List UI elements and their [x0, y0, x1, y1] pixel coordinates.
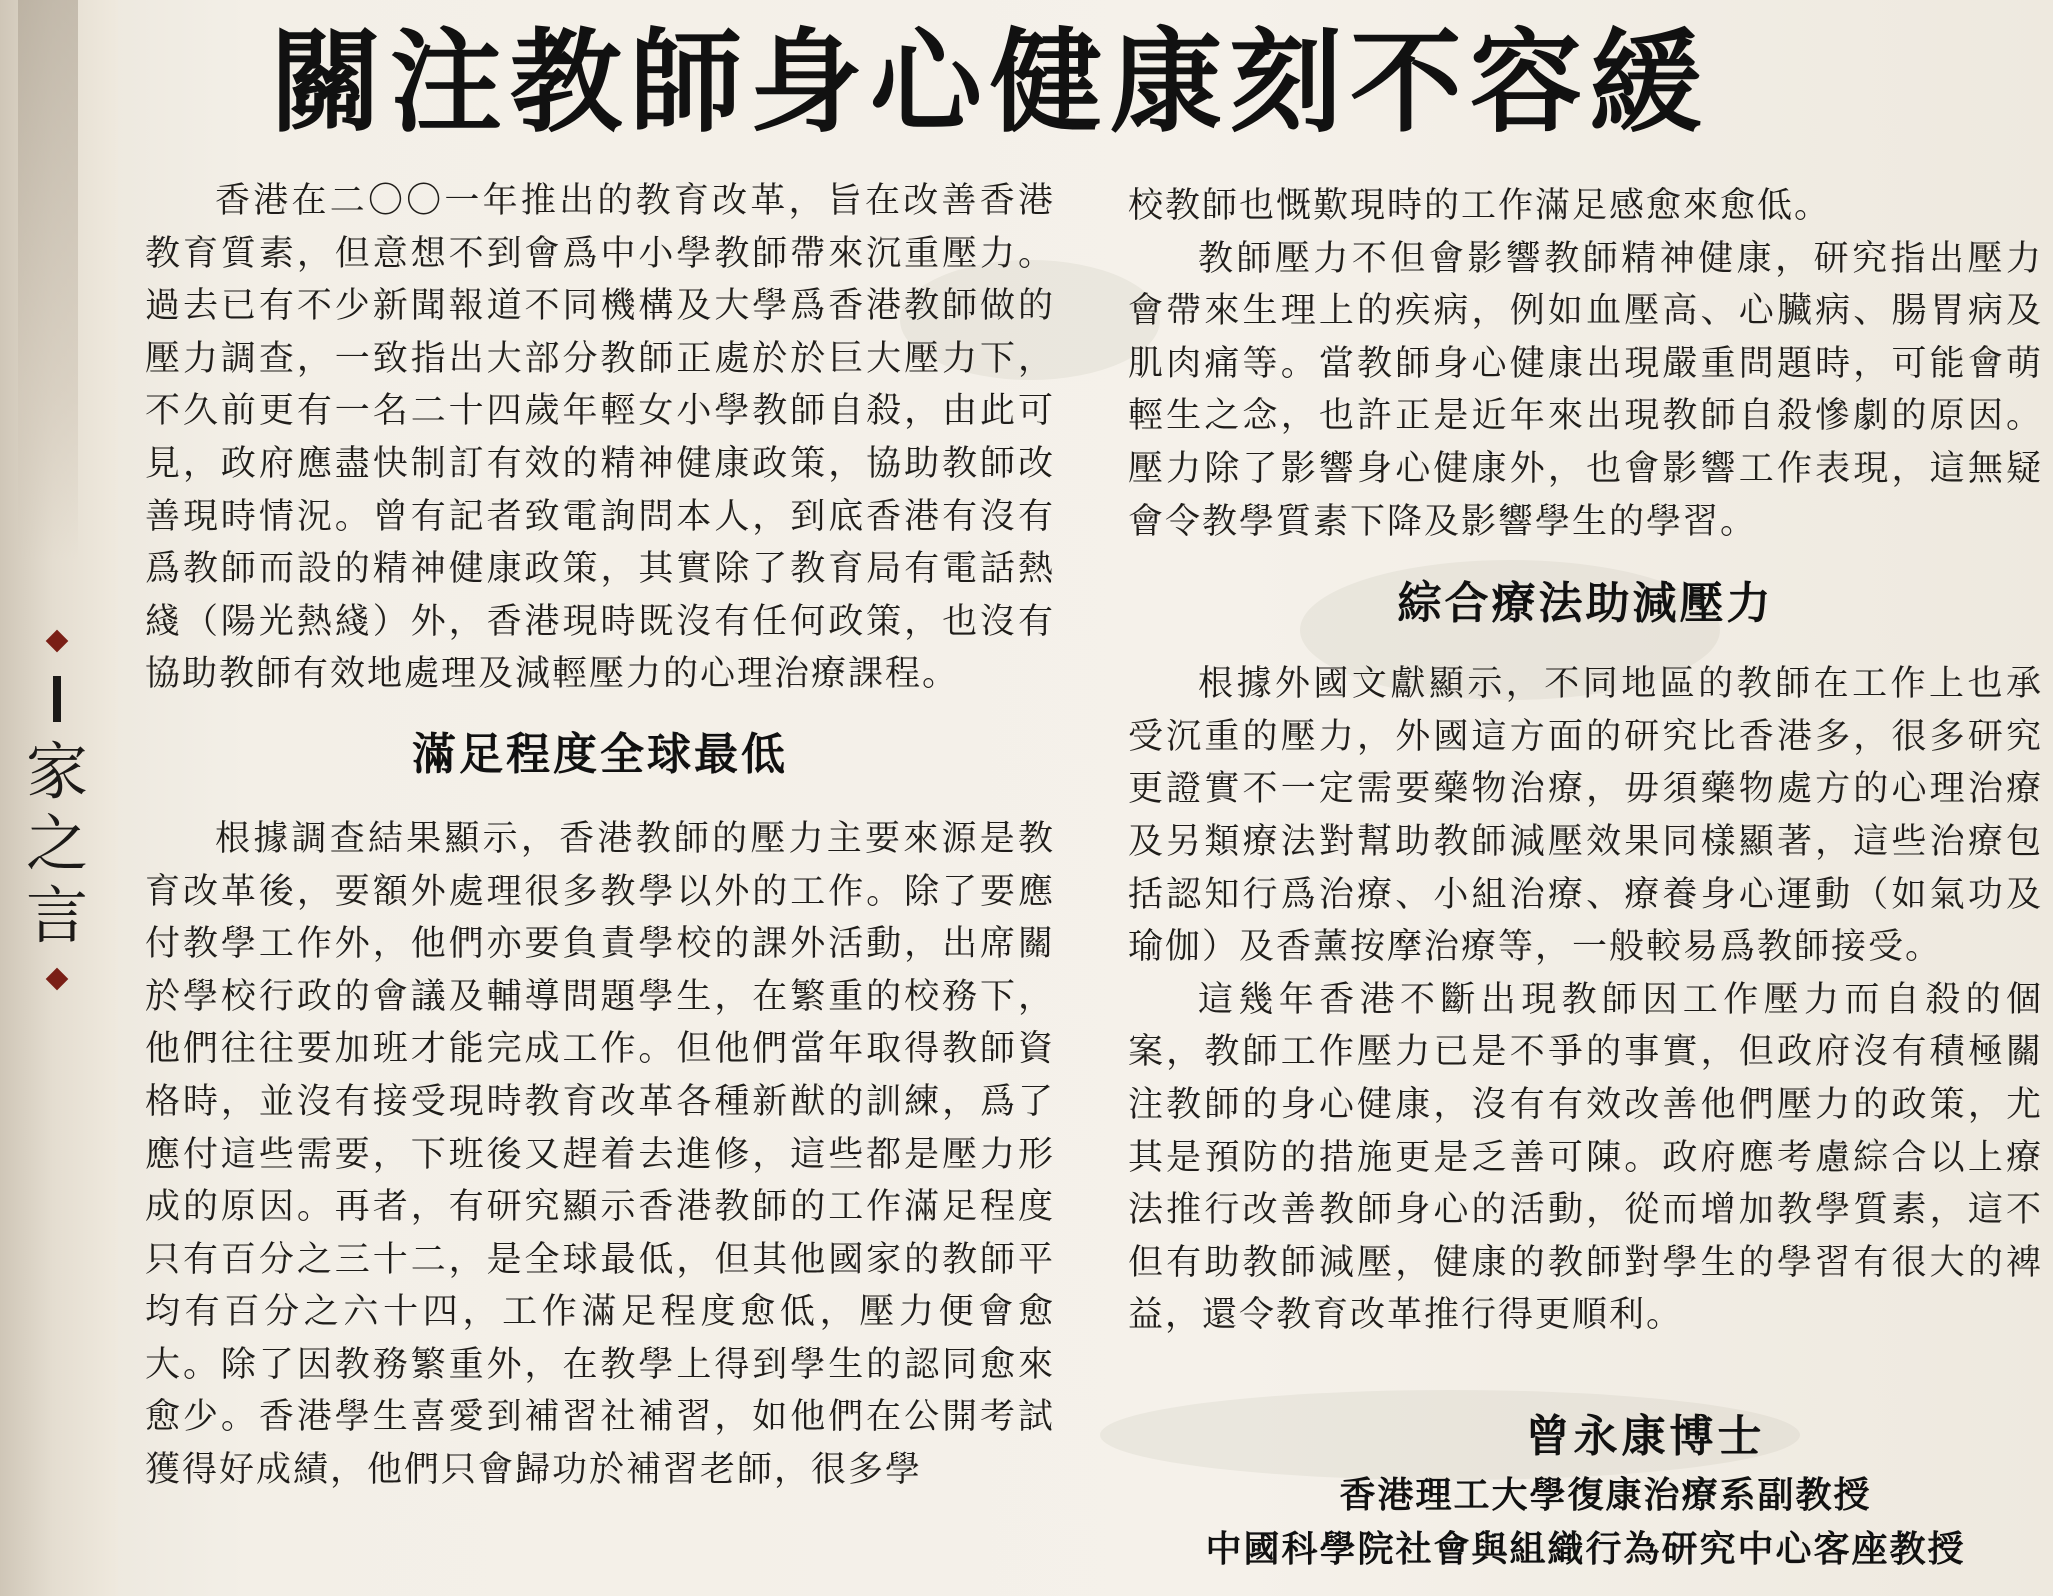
column-label-char: 家 — [25, 735, 88, 808]
article-column-right — [1128, 180, 2043, 1342]
margin-shadow — [18, 0, 78, 560]
article-paragraph-continued: 校教師也慨歎現時的工作滿足感愈來愈低。 — [1128, 186, 1832, 226]
column-label-char: 之 — [25, 807, 88, 880]
article-paragraph: 這幾年香港不斷出現教師因工作壓力而自殺的個案，教師工作壓力已是不爭的事實，但政府沒有積極關注教師的身心健康，沒有有效改善他們壓力的政策，尤其是預防的措施更是乏善可陳。政府應考慮綜合以上療法推行改善教師身心的活動，從而增加教學質素，這不但有助教師減壓，健康的教師對學生的學習有很大的裨益，還令教育改革推行得更順利。 — [1128, 979, 2043, 1336]
diamond-ornament-top — [44, 628, 70, 654]
diamond-ornament-bottom — [44, 966, 70, 992]
author-byline — [1128, 1405, 2043, 1577]
author-name: 曾永康博士 — [1525, 1411, 1766, 1462]
column-label — [22, 628, 92, 992]
section-subheading: 滿足程度全球最低 — [412, 728, 788, 780]
article-paragraph: 根據調查結果顯示，香港教師的壓力主要來源是教育改革後，要額外處理很多教學以外的工作。除了要應付教學工作外，他們亦要負責學校的課外活動，出席關於學校行政的會議及輔導問題學生，在繁重的校務下，他們往往要加班才能完成工作。但他們當年取得教師資格時，並沒有接受現時教育改革各種新猷的訓練，爲了應付這些需要，下班後又趕着去進修，這些都是壓力形成的原因。再者，有研究顯示香港教師的工作滿足程度只有百分之三十二，是全球最低，但其他國家的教師平均有百分之六十四，工作滿足程度愈低，壓力便會愈大。除了因教務繁重外，在教學上得到學生的認同愈來愈少。香港學生喜愛到補習社補習，如他們在公開考試獲得好成績，他們只會歸功於補習老師，很多學 — [145, 818, 1055, 1491]
column-label-text — [22, 736, 92, 952]
article-paragraph: 根據外國文獻顯示，不同地區的教師在工作上也承受沉重的壓力，外國這方面的研究比香港多，很多研究更證實不一定需要藥物治療，毋須藥物處方的心理治療及另類療法對幫助教師減壓效果同樣顯著，這些治療包括認知行爲治療、小組治療、療養身心運動（如氣功及瑜伽）及香薰按摩治療等，一般較易爲教師接受。 — [1128, 664, 2043, 968]
article-headline: 關注教師身心健康刻不容緩 — [270, 18, 1710, 148]
author-title: 中國科學院社會與組織行為研究中心客座教授 — [1205, 1529, 1966, 1570]
article-paragraph: 香港在二〇〇一年推出的教育改革，旨在改善香港教育質素，但意想不到會爲中小學教師帶來沉重壓力。過去已有不少新聞報道不同機構及大學爲香港教師做的壓力調查，一致指出大部分教師正處於於巨大壓力下，不久前更有一名二十四歲年輕女小學教師自殺，由此可見，政府應盡快制訂有效的精神健康政策，協助教師改善現時情況。曾有記者致電詢問本人，到底香港有沒有爲教師而設的精神健康政策，其實除了教育局有電話熱綫（陽光熱綫）外，香港現時既沒有任何政策，也沒有協助教師有效地處理及減輕壓力的心理治療課程。 — [145, 181, 1055, 695]
author-title: 香港理工大學復康治療系副教授 — [1339, 1475, 1872, 1516]
column-label-char: 言 — [25, 879, 88, 952]
column-label-dash — [53, 676, 61, 722]
article-column-left — [145, 175, 1055, 1497]
section-subheading: 綜合療法助減壓力 — [1397, 578, 1774, 630]
article-paragraph: 教師壓力不但會影響教師精神健康，研究指出壓力會帶來生理上的疾病，例如血壓高、心臟病、腸胃病及肌肉痛等。當教師身心健康出現嚴重問題時，可能會萌輕生之念，也許正是近年來出現教師自殺慘劇的原因。壓力除了影響身心健康外，也會影響工作表現，這無疑會令教學質素下降及影響學生的學習。 — [1128, 238, 2043, 542]
